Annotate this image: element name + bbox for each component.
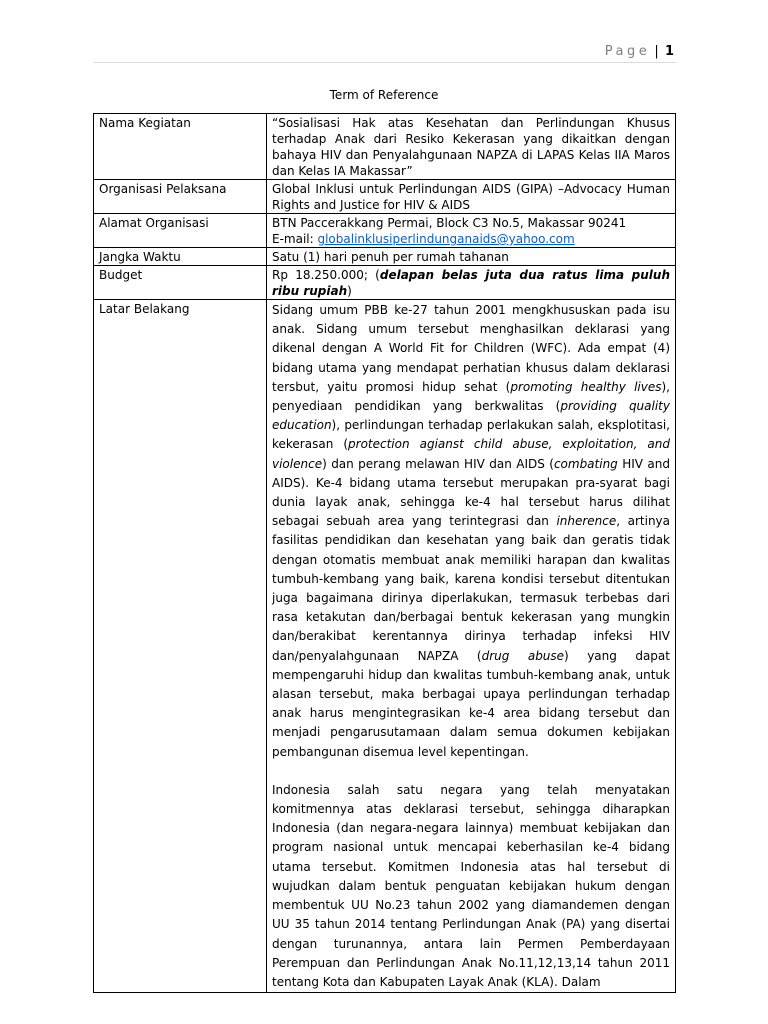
p1-italic-1: promoting healthy lives [510, 379, 662, 394]
p1-text-g: ) yang dapat mempengaruhi hidup dan kwalitas tumbuh-kembang anak, untuk alasan tersebut, maka berbagai upaya perlindungan terhadap anak harus mengintegrasikan ke-4 area bidang tersebut dan menjadi pengarusutamaan dalam semua dokumen kebijakan pembangunan disemua level kepentingan. [272, 648, 670, 759]
email-link[interactable]: globalinklusiperlindunganaids@yahoo.com [317, 232, 575, 246]
page-number: 1 [664, 44, 674, 59]
p1-italic-4: combating [553, 456, 618, 471]
tor-table [93, 113, 676, 993]
p1-text-f: , artinya fasilitas pendidikan dan kesehatan yang baik dan geratis tidak dengan otomatis membuat anak memiliki harapan dan kwalitas tumbuh-kembang yang baik, karena kondisi tersebut ditentukan juga bagaimana dirinya diperlakukan, termasuk terbebas dari rasa ketakutan dan/berbagai bentuk kekerasan yang mungkin dan/berakibat kerentannya dirinya terhadap infeksi HIV dan/penyalahgunaan NAPZA ( [272, 514, 671, 663]
p1-italic-2: providing quality education [272, 399, 670, 433]
address-text: BTN Paccerakkang Permai, Block C3 No.5, Makassar 90241 [272, 216, 627, 230]
budget-close: ) [347, 284, 352, 298]
value-organisasi: Global Inklusi untuk Perlindungan AIDS (GIPA) –Advocacy Human Rights and Justice for HIV & AIDS [267, 180, 676, 214]
p1-text-b: ), penyediaan pendidikan yang berkwalitas ( [272, 379, 670, 414]
header-separator: | [654, 44, 659, 59]
row-budget [94, 266, 676, 300]
latar-paragraph-2: Indonesia salah satu negara yang telah menyatakan komitmennya atas deklarasi tersebut, sehingga diharapkan Indonesia (dan negara-negara lainnya) membuat kebijakan dan program nasional untuk mencapai keberhasilan ke-4 bidang utama tersebut. Komitmen Indonesia atas hal tersebut di wujudkan dalam bentuk penguatan kebijakan hukum dengan membentuk UU No.23 tahun 2002 yang diamandemen dengan UU 35 tahun 2014 tentang Perlindungan Anak (PA) yang disertai dengan turunannya, antara lain Permen Pemberdayaan Perempuan dan Perlindungan Anak No.11,12,13,14 tahun 2011 tentang Kota dan Kabupaten Layak Anak (KLA). Dalam [272, 782, 670, 989]
p1-italic-6: drug abuse [481, 648, 565, 663]
value-budget [267, 266, 676, 300]
label-latar-belakang: Latar Belakang [94, 300, 267, 993]
budget-amount: Rp 18.250.000; ( [272, 268, 380, 282]
label-alamat: Alamat Organisasi [94, 214, 267, 248]
latar-paragraph-1 [272, 301, 670, 762]
row-latar-belakang [94, 300, 676, 993]
header-rule [94, 62, 676, 63]
row-nama-kegiatan [94, 114, 676, 180]
page-header [605, 44, 674, 59]
row-organisasi [94, 180, 676, 214]
label-jangka-waktu: Jangka Waktu [94, 248, 267, 266]
page-label: Page [604, 44, 651, 59]
p1-italic-5: inherence [556, 514, 617, 529]
document-title: Term of Reference [329, 88, 439, 102]
p1-text-d: ) dan perang melawan HIV dan AIDS ( [322, 456, 554, 471]
row-alamat [94, 214, 676, 248]
budget-words: delapan belas juta dua ratus lima puluh ribu rupiah [272, 268, 671, 298]
label-nama-kegiatan: Nama Kegiatan [94, 114, 267, 180]
email-line [272, 231, 670, 247]
value-jangka-waktu: Satu (1) hari penuh per rumah tahanan [267, 248, 676, 266]
email-prefix: E-mail: [272, 232, 318, 246]
p1-text-e: HIV and AIDS). Ke-4 bidang utama tersebut merupakan pra-syarat bagi dunia layak anak, sehingga ke-4 hal tersebut harus dilihat sebagai sebuah area yang terintegrasi dan [272, 456, 670, 529]
value-latar-belakang [267, 300, 676, 993]
p1-text-c: ), perlindungan terhadap perlakukan salah, eksplotitasi, kekerasan ( [272, 418, 670, 452]
value-alamat [267, 214, 676, 248]
label-organisasi: Organisasi Pelaksana [94, 180, 267, 214]
p1-text-a: Sidang umum PBB ke-27 tahun 2001 mengkhususkan pada isu anak. Sidang umum tersebut menghasilkan deklarasi yang dikenal dengan A World Fit for Children (WFC). Ada empat (4) bidang utama yang mendapat perhatian khusus dalam deklarasi tersbut, yaitu promosi hidup sehat ( [272, 303, 670, 394]
row-jangka-waktu [94, 248, 676, 266]
label-budget: Budget [94, 266, 267, 300]
value-nama-kegiatan: “Sosialisasi Hak atas Kesehatan dan Perlindungan Khusus terhadap Anak dari Resiko Kekerasan yang dikaitkan dengan bahaya HIV dan Penyalahgunaan NAPZA di LAPAS Kelas IIA Maros dan Kelas IA Makassar” [267, 114, 676, 180]
p1-italic-3: protection agianst child abuse, exploitation, and violence [272, 437, 670, 471]
